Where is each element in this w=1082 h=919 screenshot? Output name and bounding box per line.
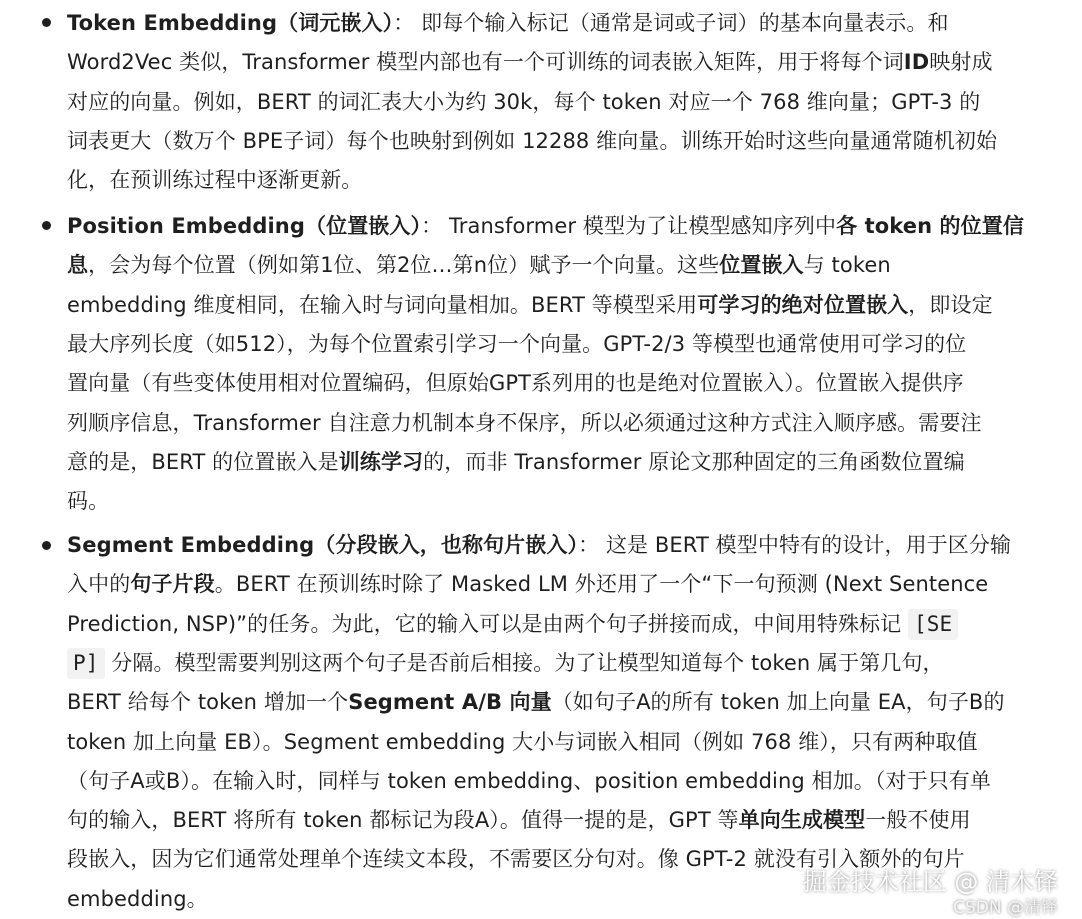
text-line [67,404,982,443]
text-line [67,880,208,919]
inline-code: P] [67,648,105,679]
text-line [67,4,949,43]
text-run: 。BERT 在预训练时除了 Masked LM 外还用了一个“下一句预测 (Next Sentence [214,572,989,596]
bold-text: 各 token 的位置信 [836,214,1024,238]
bold-text: Token Embedding（词元嵌入） [67,11,394,35]
bold-text: ID [903,50,930,74]
text-line [67,364,964,403]
text-run: 最大序列长度（如512），为每个位置索引学习一个向量。GPT-2/3 等模型也通常使用可学习的位 [67,332,967,356]
bullet-dot-icon [42,541,51,550]
bold-text: 训练学习 [338,450,424,474]
text-run: Word2Vec 类似，Transformer 模型内部也有一个可训练的词表嵌入矩阵，用于将每个词 [67,50,904,74]
watermark-juejin: 掘金技术社区 @ 清木铎 [802,868,1058,896]
watermark-csdn: CSDN @清铎 [953,898,1058,918]
text-run: 意的是，BERT 的位置嵌入是 [67,450,339,474]
text-line [67,43,993,82]
text-run: 与 token [803,253,891,277]
text-run: ，会为每个位置（例如第1位、第2位…第n位）赋予一个向量。这些 [88,253,720,277]
text-line [67,801,971,840]
text-line [67,443,965,482]
text-run: ： 这是 BERT 模型中特有的设计，用于区分输 [578,533,1012,557]
bullet-dot-icon [42,221,51,230]
bold-text: Segment Embedding（分段嵌入，也称句片嵌入） [67,533,579,557]
text-line [67,565,988,604]
text-run: 一般不使用 [865,808,971,832]
text-line [67,683,1005,722]
text-line [67,122,997,161]
text-line [67,161,362,200]
text-line [67,207,1024,246]
text-line [67,644,944,683]
bold-text: 位置嵌入 [719,253,804,277]
bold-text: 句子片段 [130,572,215,596]
bold-text: Position Embedding（位置嵌入） [67,214,422,238]
text-run: ： 即每个输入标记（通常是词或子词）的基本向量表示。和 [393,11,949,35]
text-line [67,723,978,762]
text-run: 词表更大（数万个 BPE子词）每个也映射到例如 12288 维向量。训练开始时这些向量通常随机初始 [67,129,998,153]
bold-text: 可学习的绝对位置嵌入 [697,293,909,317]
bullet-dot-icon [42,18,51,27]
bold-text: 单向生成模型 [738,808,866,832]
text-run: ，即设定 [908,293,993,317]
text-run: 置向量（有些变体使用相对位置编码，但原始GPT系列用的也是绝对位置嵌入）。位置嵌入提供序 [67,371,964,395]
text-line [67,246,891,285]
text-run: 化，在预训练过程中逐渐更新。 [67,168,363,192]
bold-text: Segment A/B 向量 [348,690,552,714]
text-run: （句子A或B）。在输入时，同样与 token embedding、position embedding 相加。（对于只有单 [67,769,991,793]
inline-code: [SE [908,609,958,640]
text-run: （如句子A的所有 token 加上向量 EA，句子B的 [551,690,1005,714]
text-line [67,83,980,122]
text-run: 码。 [67,489,110,513]
text-run: BERT 给每个 token 增加一个 [67,690,349,714]
text-line [67,286,993,325]
text-run: embedding。 [67,887,208,911]
text-line [67,325,966,364]
text-run: 分隔。模型需要判别这两个句子是否前后相接。为了让模型知道每个 token 属于第几句， [104,651,944,675]
text-line [67,482,109,521]
text-run: embedding 维度相同，在输入时与词向量相加。BERT 等模型采用 [67,293,698,317]
text-run: 映射成 [929,50,993,74]
text-run: token 加上向量 EB）。Segment embedding 大小与词嵌入相同（例如 768 维），只有两种取值 [67,730,978,754]
text-run: 对应的向量。例如，BERT 的词汇表大小为约 30k，每个 token 对应一个 768 维向量；GPT-3 的 [67,90,981,114]
text-run: 的，而非 Transformer 原论文那种固定的三角函数位置编 [423,450,965,474]
text-run: 入中的 [67,572,131,596]
text-line [67,526,1011,565]
text-run: 段嵌入，因为它们通常处理单个连续文本段，不需要区分句对。像 GPT-2 就没有引入额外的句片 [67,847,965,871]
text-line [67,605,958,644]
bold-text: 息 [67,253,89,277]
text-line [67,762,991,801]
text-run: Prediction, NSP)”的任务。为此，它的输入可以是由两个句子拼接而成，中间用特殊标记 [67,612,909,636]
text-run: 句的输入，BERT 将所有 token 都标记为段A）。值得一提的是，GPT 等 [67,808,739,832]
text-run: 列顺序信息，Transformer 自注意力机制本身不保序，所以必须通过这种方式注入顺序感。需要注 [67,411,982,435]
text-run: ： Transformer 模型为了让模型感知序列中 [421,214,837,238]
